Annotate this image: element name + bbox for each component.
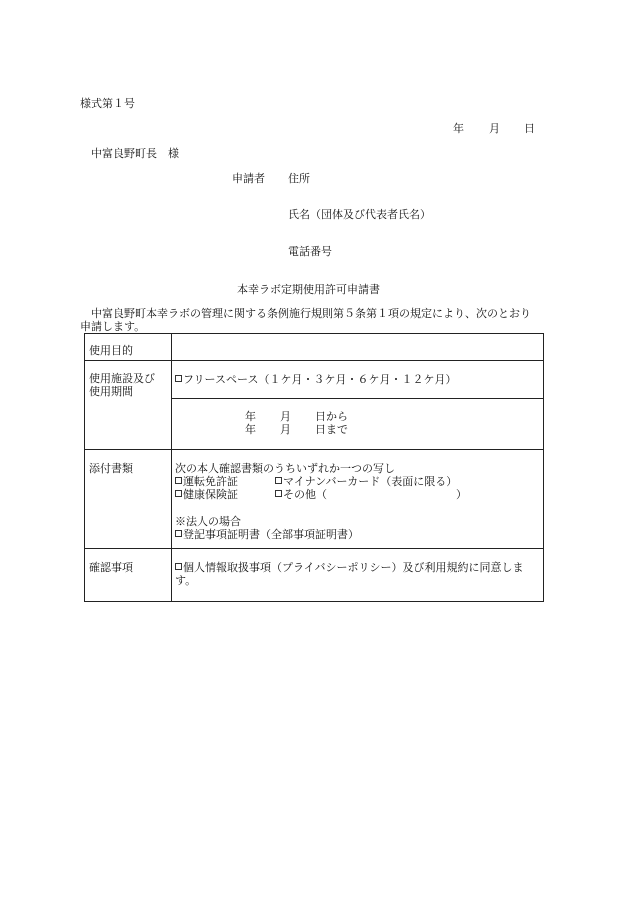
date-day: 日	[524, 122, 535, 135]
period-from-month: 月	[280, 410, 291, 423]
doc-insurance-checkbox[interactable]	[175, 490, 182, 497]
applicant-name-label: 氏名（団体及び代表者氏名）	[288, 208, 431, 221]
intro-line-1: 中富良野町本幸ラボの管理に関する条例施行規則第５条第１項の規定により、次のとおり	[91, 307, 531, 320]
corp-doc-label: 登記事項証明書（全部事項証明書）	[183, 528, 359, 541]
date-year: 年	[453, 122, 464, 135]
application-table	[84, 333, 544, 602]
purpose-label: 使用目的	[89, 344, 133, 357]
corp-doc-checkbox[interactable]	[175, 530, 182, 537]
confirm-checkbox[interactable]	[175, 563, 182, 570]
addressee: 中富良野町長 様	[91, 147, 179, 160]
period-from-year: 年	[245, 410, 256, 423]
facility-option-label: フリースペース（１ケ月・３ケ月・６ケ月・１２ケ月）	[183, 373, 457, 386]
period-from-day: 日から	[315, 410, 348, 423]
confirm-line-2: す。	[175, 574, 197, 587]
attachments-intro: 次の本人確認書類のうちいずれか一つの写し	[175, 462, 395, 475]
confirm-line-1-label: 個人情報取扱事項（プライバシーポリシー）及び利用規約に同意しま	[183, 561, 524, 574]
applicant-address-label: 住所	[288, 172, 310, 185]
facility-label-2: 使用期間	[89, 385, 133, 398]
facility-checkbox[interactable]	[175, 375, 182, 382]
doc-other-close: ）	[456, 488, 467, 501]
doc-insurance-label: 健康保険証	[183, 488, 238, 501]
period-to-month: 月	[280, 423, 291, 436]
document-title: 本幸ラボ定期使用許可申請書	[237, 283, 380, 296]
doc-license-checkbox[interactable]	[175, 477, 182, 484]
doc-mynumber	[275, 475, 457, 488]
purpose-field[interactable]	[172, 334, 544, 361]
date-month: 月	[489, 122, 500, 135]
applicant-label: 申請者	[232, 172, 265, 185]
doc-other	[275, 488, 327, 501]
attachments-row	[85, 450, 544, 549]
confirm-label: 確認事項	[89, 561, 133, 574]
period-field	[172, 399, 544, 450]
corp-doc	[175, 528, 359, 541]
confirm-row	[85, 549, 544, 602]
corp-note: ※法人の場合	[175, 515, 241, 528]
doc-license-label: 運転免許証	[183, 475, 238, 488]
facility-label-1: 使用施設及び	[89, 372, 155, 385]
facility-option	[172, 361, 543, 386]
form-number: 様式第１号	[80, 97, 135, 110]
confirm-line-1	[175, 561, 523, 574]
doc-mynumber-checkbox[interactable]	[275, 477, 282, 484]
doc-mynumber-label: マイナンバーカード（表面に限る）	[283, 475, 458, 488]
attachments-label: 添付書類	[89, 462, 133, 475]
period-to-year: 年	[245, 423, 256, 436]
period-to-day: 日まで	[315, 423, 348, 436]
applicant-phone-label: 電話番号	[288, 245, 332, 258]
doc-other-checkbox[interactable]	[275, 490, 282, 497]
facility-row	[85, 361, 544, 399]
intro-line-2: 申請します。	[80, 320, 146, 333]
purpose-row	[85, 334, 544, 361]
doc-license	[175, 475, 238, 488]
doc-other-label: その他（	[283, 488, 327, 501]
doc-insurance	[175, 488, 238, 501]
